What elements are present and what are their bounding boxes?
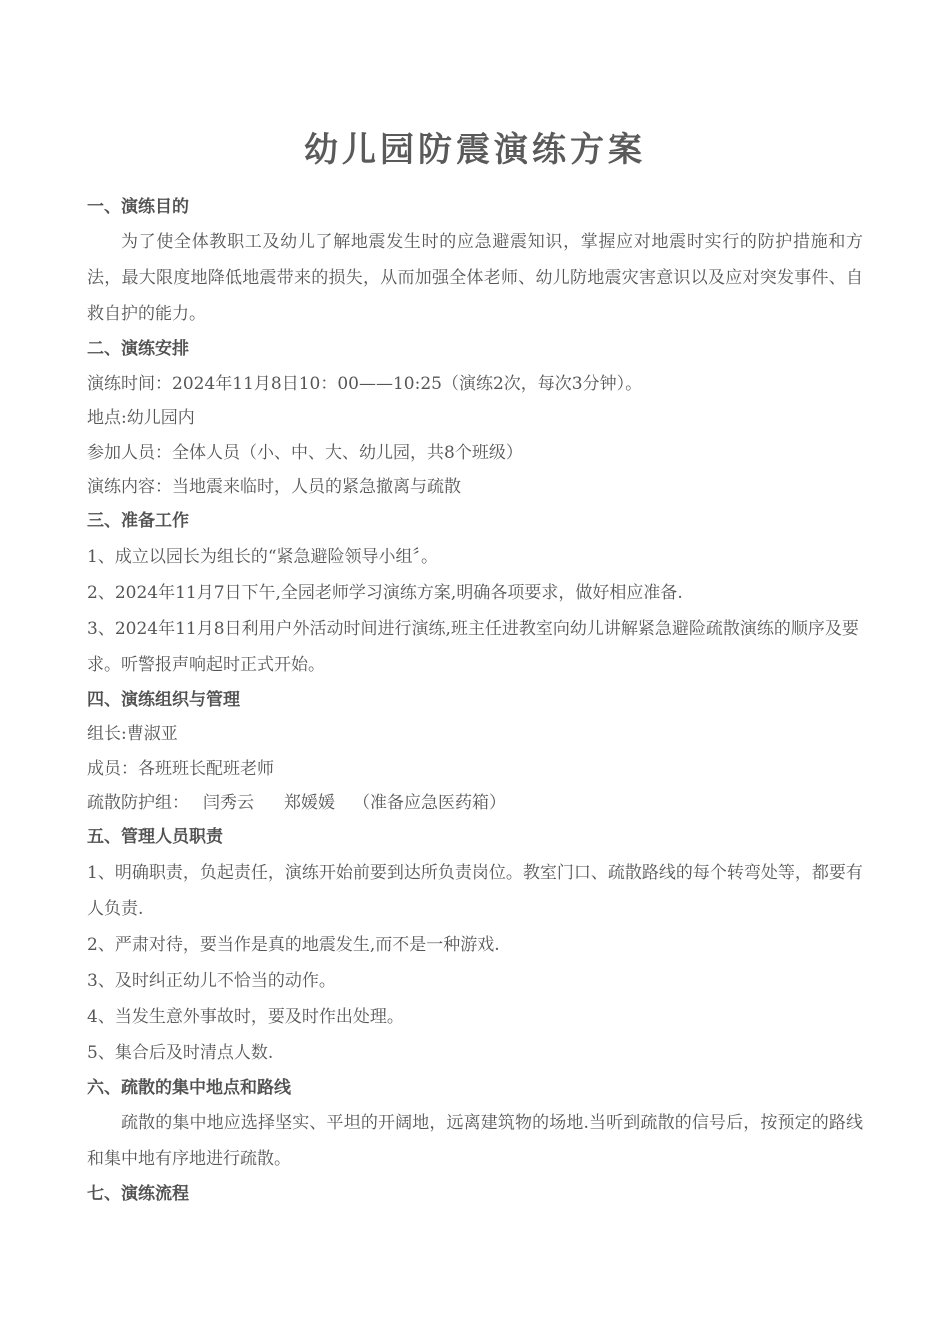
drill-time: 演练时间：2024年11月8日10：00——10:25（演练2次，每次3分钟）。 bbox=[87, 373, 643, 394]
list-item: 2、2024年11月7日下午,全园老师学习演练方案,明确各项要求，做好相应准备. bbox=[87, 582, 683, 603]
evacuation-note: （准备应急医药箱） bbox=[353, 793, 506, 814]
drill-content: 演练内容：当地震来临时，人员的紧急撤离与疏散 bbox=[87, 477, 461, 498]
list-item: 1、明确职责，负起责任，演练开始前要到达所负责岗位。教室门口、疏散路线的每个转弯处等，都要有人负责. bbox=[87, 862, 863, 919]
purpose-paragraph: 为了使全体教职工及幼儿了解地震发生时的应急避震知识，掌握应对地震时实行的防护措施和方法，最大限度地降低地震带来的损失，从而加强全体老师、幼儿防地震灾害意识以及应对突发事件、自救自护的能力。 bbox=[87, 232, 863, 325]
section-heading-purpose: 一、演练目的 bbox=[87, 197, 189, 217]
section-heading-arrangement: 二、演练安排 bbox=[87, 339, 189, 360]
evacuation-group-label: 疏散防护组： bbox=[87, 793, 189, 814]
section-heading-organization: 四、演练组织与管理 bbox=[87, 689, 240, 710]
section-heading-assembly: 六、疏散的集中地点和路线 bbox=[87, 1077, 291, 1098]
list-item: 5、集合后及时清点人数. bbox=[87, 1042, 274, 1063]
group-leader: 组长:曹淑亚 bbox=[87, 724, 178, 745]
drill-participants: 参加人员：全体人员（小、中、大、幼儿园，共8个班级） bbox=[87, 442, 523, 463]
list-item: 3、2024年11月8日利用户外活动时间进行演练,班主任进教室向幼儿讲解紧急避险疏散演练的顺序及要求。听警报声响起时正式开始。 bbox=[87, 618, 859, 675]
evacuation-person: 郑媛媛 bbox=[284, 793, 335, 814]
page-title: 幼儿园防震演练方案 bbox=[304, 130, 646, 170]
document-body bbox=[87, 190, 863, 1212]
assembly-paragraph: 疏散的集中地应选择坚实、平坦的开阔地，远离建筑物的场地.当听到疏散的信号后，按预定的路线和集中地有序地进行疏散。 bbox=[87, 1113, 863, 1170]
evacuation-group bbox=[87, 786, 863, 820]
list-item: 1、成立以园长为组长的“紧急避险领导小组〞。 bbox=[87, 546, 439, 567]
section-heading-duties: 五、管理人员职责 bbox=[87, 827, 223, 848]
section-heading-process: 七、演练流程 bbox=[87, 1184, 189, 1205]
drill-place: 地点:幼儿园内 bbox=[87, 408, 195, 429]
list-item: 2、严肃对待，要当作是真的地震发生,而不是一种游戏. bbox=[87, 934, 500, 955]
group-members: 成员：各班班长配班老师 bbox=[87, 758, 274, 779]
list-item: 3、及时纠正幼儿不恰当的动作。 bbox=[87, 970, 336, 991]
evacuation-person: 闫秀云 bbox=[203, 793, 254, 814]
list-item: 4、当发生意外事故时，要及时作出处理。 bbox=[87, 1006, 404, 1027]
section-heading-preparation: 三、准备工作 bbox=[87, 511, 189, 532]
